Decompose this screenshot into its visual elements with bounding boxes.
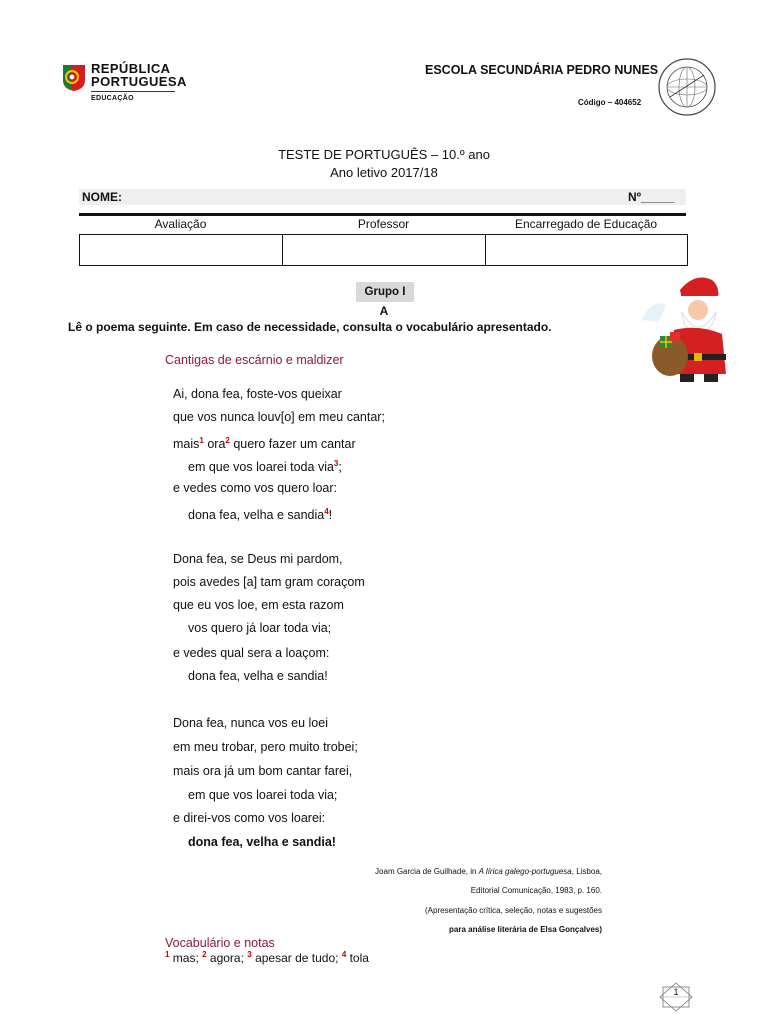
verse-line: que vos nunca louv[o] em meu cantar;	[173, 410, 385, 424]
logo-divider	[91, 91, 175, 92]
verse-line: dona fea, velha e sandia!	[188, 669, 328, 683]
verse-line: em que vos loarei toda via;	[188, 788, 338, 802]
logo-line1: REPÚBLICA	[91, 61, 171, 76]
evaluation-header: Avaliação	[154, 217, 207, 231]
name-field[interactable]	[79, 189, 686, 205]
verse-line: dona fea, velha e sandia!	[188, 835, 336, 849]
verse-line: dona fea, velha e sandia$^4$!	[188, 507, 333, 523]
poem-title: Cantigas de escárnio e maldizer	[165, 353, 344, 367]
note-ref: 1	[199, 436, 204, 445]
guardian-header: Encarregado de Educação	[514, 217, 658, 231]
school-seal-icon	[656, 57, 718, 117]
vocab-title: Vocabulário e notas	[165, 936, 275, 950]
guardian-box[interactable]	[485, 234, 688, 266]
school-name: ESCOLA SECUNDÁRIA PEDRO NUNES	[425, 63, 659, 77]
number-label: Nº_____	[628, 190, 675, 204]
logo-line2: PORTUGUESA	[91, 74, 187, 89]
santa-claus-icon	[640, 270, 732, 386]
citation-line: Joam Garcia de Guilhade, in A lírica galego-portuguesa, Lisboa,	[375, 867, 602, 876]
teacher-header: Professor	[357, 217, 410, 231]
verse-line: mais$^1$ ora$^2$ quero fazer um cantar	[173, 436, 356, 452]
evaluation-box[interactable]	[79, 234, 283, 266]
note-ref: 4	[324, 507, 329, 516]
verse-line: Ai, dona fea, foste-vos queixar	[173, 387, 342, 401]
verse-line: e direi-vos como vos loarei:	[173, 811, 326, 825]
verse-line: Dona fea, nunca vos eu loei	[173, 716, 328, 730]
verse-line: em meu trobar, pero muito trobei;	[173, 740, 358, 754]
note-ref: 3	[333, 459, 339, 468]
verse-line: e vedes qual sera a loaçom:	[173, 646, 330, 660]
verse-line: e vedes como vos quero loar:	[173, 481, 337, 495]
verse-line: em que vos loarei toda via$^3$;	[188, 459, 342, 475]
test-title: TESTE DE PORTUGUÊS – 10.º ano	[278, 147, 490, 162]
divider	[79, 213, 686, 216]
verse-line: pois avedes [a] tam gram coraçom	[173, 575, 365, 589]
group-label: Grupo I	[356, 282, 414, 302]
verse-line: que eu vos loe, em esta razom	[173, 598, 344, 612]
verse-line: mais ora já um bom cantar farei,	[173, 764, 353, 778]
instruction: Lê o poema seguinte. Em caso de necessidade, consulta o vocabulário apresentado.	[68, 320, 552, 334]
verse-line: Dona fea, se Deus mi pardom,	[173, 552, 343, 566]
logo-line3: EDUCAÇÃO	[91, 95, 134, 102]
school-code: Código – 404652	[578, 98, 642, 107]
portugal-flag-icon	[61, 62, 87, 92]
teacher-box[interactable]	[282, 234, 486, 266]
school-year: Ano letivo 2017/18	[330, 165, 438, 180]
vocab-notes: $^1$ mas; $^2$ agora; $^3$ apesar de tudo; $^4$ tola	[165, 950, 369, 965]
part-label: A	[379, 304, 389, 318]
citation-line: (Apresentação crítica, seleção, notas e sugestões	[425, 906, 602, 915]
page-number: 1	[673, 987, 679, 997]
verse-line: vos quero já loar toda via;	[188, 621, 332, 635]
citation-line: Editorial Comunicação, 1983, p. 160.	[470, 886, 602, 895]
name-label: NOME:	[82, 190, 122, 204]
note-ref: 2	[225, 436, 230, 445]
citation-line: para análise literária de Elsa Gonçalves)	[449, 925, 602, 934]
